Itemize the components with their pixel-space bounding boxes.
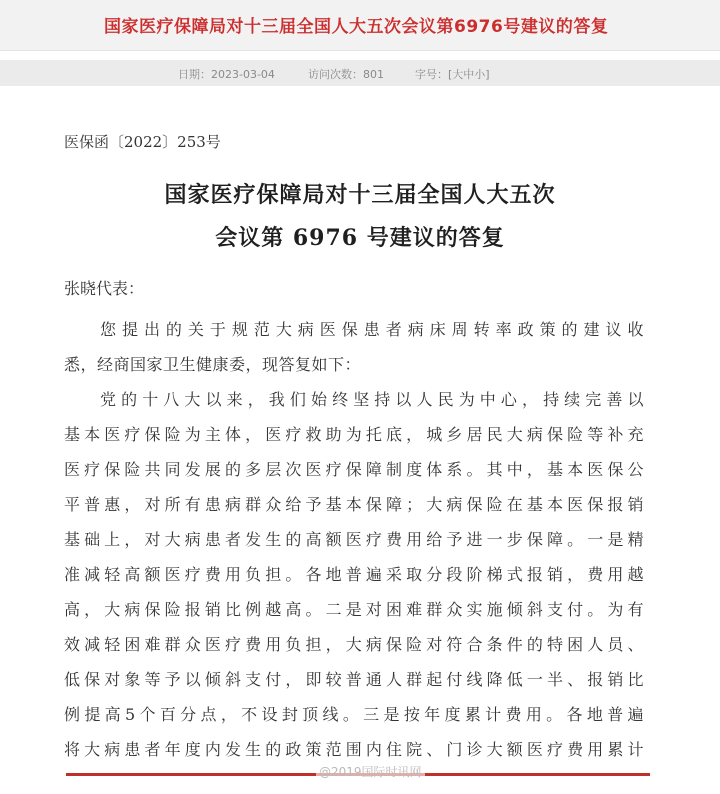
font-large-button[interactable]: 大 [452,68,464,81]
font-bracket-close: ] [485,68,490,81]
banner-title: 国家医疗保障局对十三届全国人大五次会议第6976号建议的答复 [104,17,609,37]
body-line: 将大病患者年度内发生的政策范围内住院、门诊大额医疗费用累计 [64,740,644,759]
body-line: 医疗保险共同发展的多层次医疗保障制度体系。其中，基本医保公 [64,460,644,479]
body-line: 基础上，对大病患者发生的高额医疗费用给予进一步保障。一是精 [64,530,644,549]
body-line: 准减轻高额医疗费用负担。各地普遍采取分段阶梯式报销，费用越 [64,565,644,584]
body-line: 低保对象等予以倾斜支付，即较普通人群起付线降低一半、报销比 [64,670,644,689]
header-banner [0,0,720,51]
body-line: 您提出的关于规范大病医保患者病床周转率政策的建议收 [100,320,644,339]
meta-bar [0,60,720,86]
body-line: 党的十八大以来，我们始终坚持以人民为中心，持续完善以 [100,390,644,409]
visit-count: 访问次数：801 [308,68,384,81]
font-small-button[interactable]: 小 [474,68,486,81]
body-line: 悉，经商国家卫生健康委，现答复如下： [64,355,362,374]
body-line: 平普惠，对所有患病群众给予基本保障；大病保险在基本医保报销 [64,495,644,514]
salutation: 张晓代表： [64,279,145,298]
document-title-line-1: 国家医疗保障局对十三届全国人大五次 [164,182,556,208]
font-size-control [415,66,490,82]
font-medium-button[interactable]: 中 [463,68,475,81]
font-size-label: 字号： [415,68,448,81]
body-line: 基本医疗保险为主体，医疗救助为托底，城乡居民大病保险等补充 [64,425,644,444]
font-bracket-open: [ [448,68,453,81]
watermark: @2019国际时讯网 [316,763,425,780]
publish-date: 日期：2023-03-04 [178,68,275,81]
body-line: 例提高5个百分点，不设封顶线。三是按年度累计费用。各地普遍 [64,705,644,724]
body-line: 效减轻困难群众医疗费用负担，大病保险对符合条件的特困人员、 [64,635,644,654]
document-number: 医保函〔2022〕253号 [64,133,221,151]
document-title-line-2: 会议第 6976 号建议的答复 [215,225,505,251]
body-line: 高，大病保险报销比例越高。二是对困难群众实施倾斜支付。为有 [64,600,644,619]
